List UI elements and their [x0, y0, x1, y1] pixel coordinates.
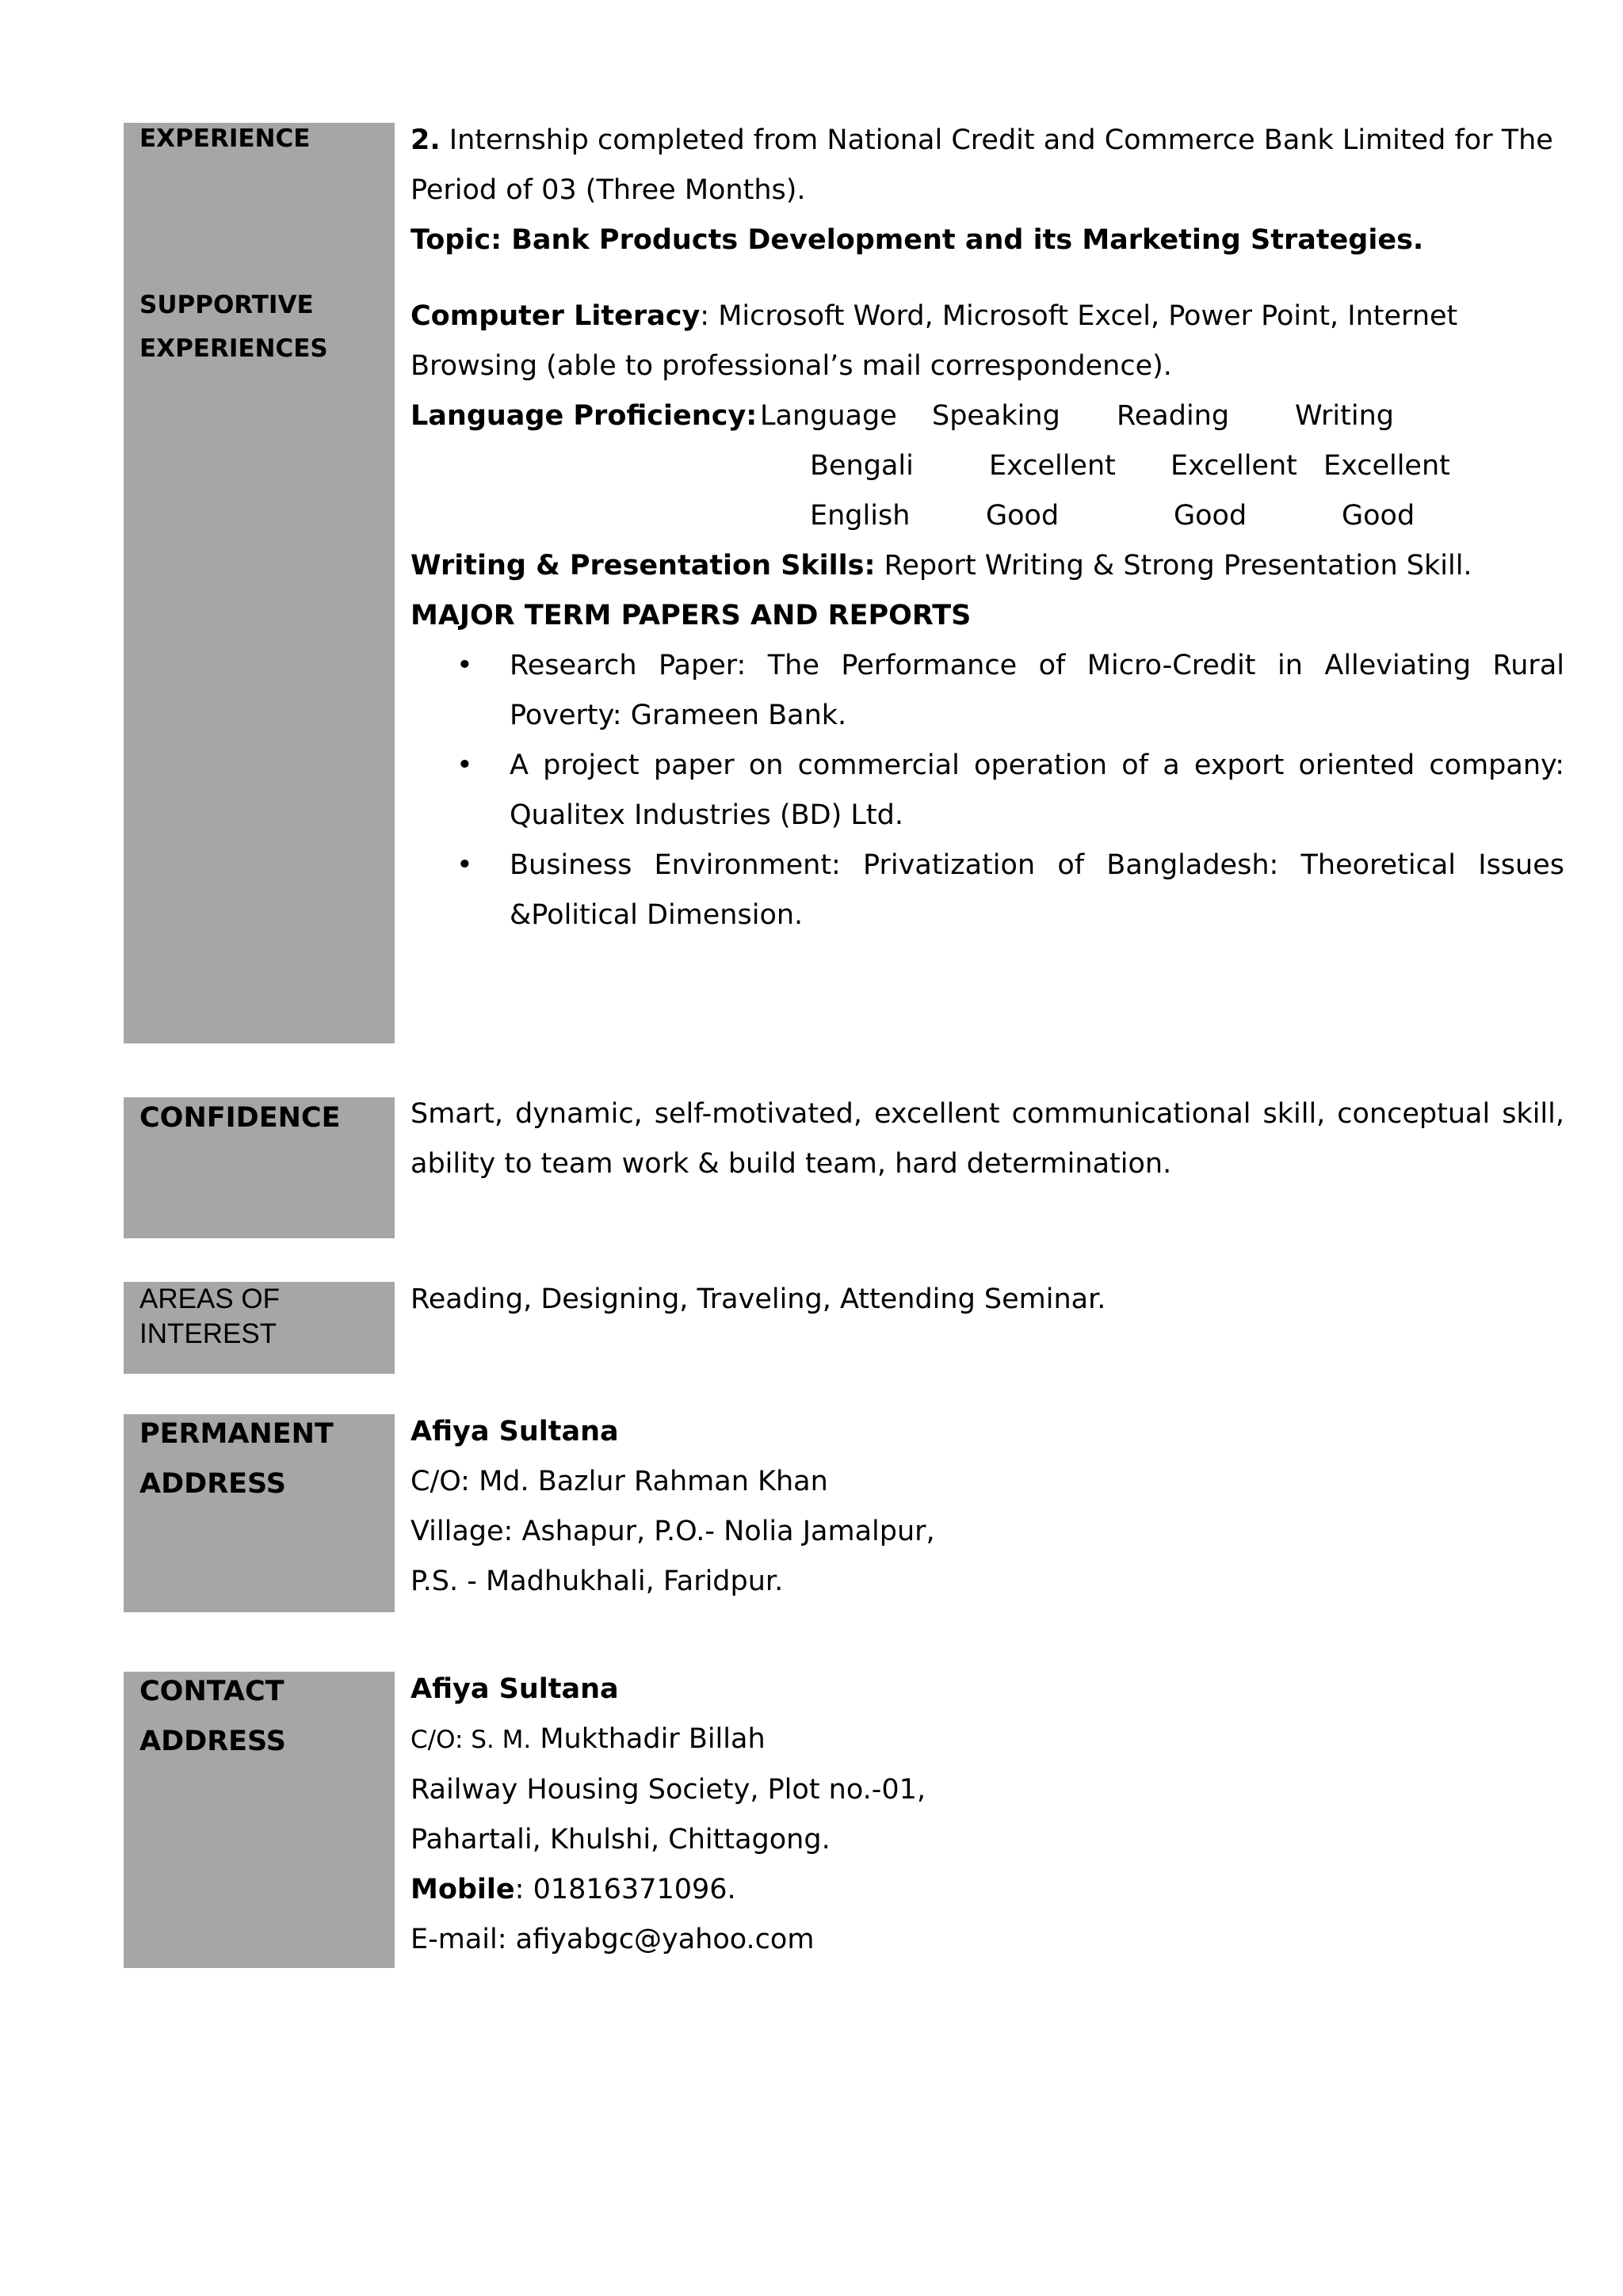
writing-skills-title: Writing & Presentation Skills: [411, 550, 876, 582]
interest-text: Reading, Designing, Traveling, Attending Seminar. [411, 1283, 1106, 1315]
confidence-label-box [124, 1097, 395, 1238]
contact-name: Afiya Sultana [411, 1673, 619, 1705]
confidence-line1: Smart, dynamic, self-motivated, excellent communicational skill, conceptual skill, [411, 1098, 1564, 1130]
contact-label-box [124, 1672, 395, 1968]
lang-row2-language: English [810, 500, 911, 532]
permanent-label-line1: PERMANENT [139, 1418, 334, 1450]
experience-line2: Period of 03 (Three Months). [411, 174, 806, 206]
permanent-content [411, 1407, 1564, 1607]
bullet-icon: • [456, 749, 473, 781]
experience-content [411, 116, 1564, 265]
supportive-label-line1: SUPPORTIVE [139, 291, 314, 319]
permanent-name: Afiya Sultana [411, 1416, 619, 1447]
interest-label-line2: INTEREST [139, 1318, 277, 1349]
lang-row1-reading: Excellent [1170, 450, 1297, 482]
computer-literacy-title: Computer Literacy [411, 300, 701, 332]
contact-label-line1: CONTACT [139, 1676, 285, 1707]
interest-label-line1: AREAS OF [139, 1283, 280, 1314]
paper-3-line2: &Political Dimension. [510, 899, 804, 931]
permanent-line2: Village: Ashapur, P.O.- Nolia Jamalpur, [411, 1516, 935, 1547]
computer-literacy-line1: Computer Literacy: Microsoft Word, Microsoft Excel, Power Point, Internet [411, 300, 1458, 332]
paper-1-line1: Research Paper: The Performance of Micro-Credit in Alleviating Rural [510, 650, 1564, 681]
lang-header-speaking: Speaking [932, 400, 1060, 432]
lang-row1-writing: Excellent [1323, 450, 1450, 482]
list-item [411, 841, 1564, 940]
lang-header-reading: Reading [1117, 400, 1230, 432]
list-item [411, 641, 1564, 741]
contact-content [411, 1665, 1564, 1965]
paper-1-line2: Poverty: Grameen Bank. [510, 700, 847, 731]
computer-literacy-line2: Browsing (able to professional’s mail correspondence). [411, 350, 1172, 382]
experience-number: 2. [411, 124, 441, 156]
bullet-icon: • [456, 849, 473, 881]
major-papers-title: MAJOR TERM PAPERS AND REPORTS [411, 600, 972, 631]
confidence-content [411, 1089, 1564, 1189]
lang-row1-language: Bengali [810, 450, 914, 482]
supportive-content [411, 292, 1564, 940]
list-item [411, 741, 1564, 841]
lang-row2-writing: Good [1342, 500, 1415, 532]
experience-label-box [124, 123, 395, 1043]
paper-2-line2: Qualitex Industries (BD) Ltd. [510, 799, 903, 831]
interest-label-box [124, 1282, 395, 1374]
bullet-icon: • [456, 650, 473, 681]
contact-line2: Railway Housing Society, Plot no.-01, [411, 1774, 926, 1806]
paper-2-line1: A project paper on commercial operation of a export oriented company: [510, 749, 1564, 781]
experience-label: EXPERIENCE [139, 124, 311, 153]
contact-email[interactable]: E-mail: afiyabgc@yahoo.com [411, 1924, 815, 1955]
supportive-label-line2: EXPERIENCES [139, 334, 328, 363]
lang-row2-speaking: Good [986, 500, 1060, 532]
contact-label-line2: ADDRESS [139, 1726, 286, 1757]
contact-line3: Pahartali, Khulshi, Chittagong. [411, 1824, 831, 1855]
lang-row1-speaking: Excellent [989, 450, 1116, 482]
interest-content [411, 1275, 1564, 1325]
permanent-line3: P.S. - Madhukhali, Faridpur. [411, 1566, 784, 1597]
paper-3-line1: Business Environment: Privatization of Bangladesh: Theoretical Issues [510, 849, 1564, 881]
permanent-label-line2: ADDRESS [139, 1468, 286, 1500]
permanent-label-box [124, 1414, 395, 1612]
contact-mobile: Mobile: 01816371096. [411, 1874, 736, 1905]
lang-row2-reading: Good [1174, 500, 1247, 532]
language-proficiency-title: Language Proficiency: [411, 400, 758, 432]
lang-header-language: Language [760, 400, 897, 432]
experience-topic: Topic: Bank Products Development and its Marketing Strategies. [411, 224, 1424, 256]
contact-line1: C/O: S. M. Mukthadir Billah [411, 1723, 766, 1755]
lang-header-writing: Writing [1295, 400, 1394, 432]
papers-list [411, 641, 1564, 940]
confidence-label: CONFIDENCE [139, 1102, 341, 1134]
confidence-line2: ability to team work & build team, hard determination. [411, 1148, 1172, 1180]
permanent-line1: C/O: Md. Bazlur Rahman Khan [411, 1466, 828, 1497]
writing-skills-line: Writing & Presentation Skills: Report Writing & Strong Presentation Skill. [411, 550, 1472, 582]
experience-line1: 2. Internship completed from National Credit and Commerce Bank Limited for The [411, 124, 1553, 156]
